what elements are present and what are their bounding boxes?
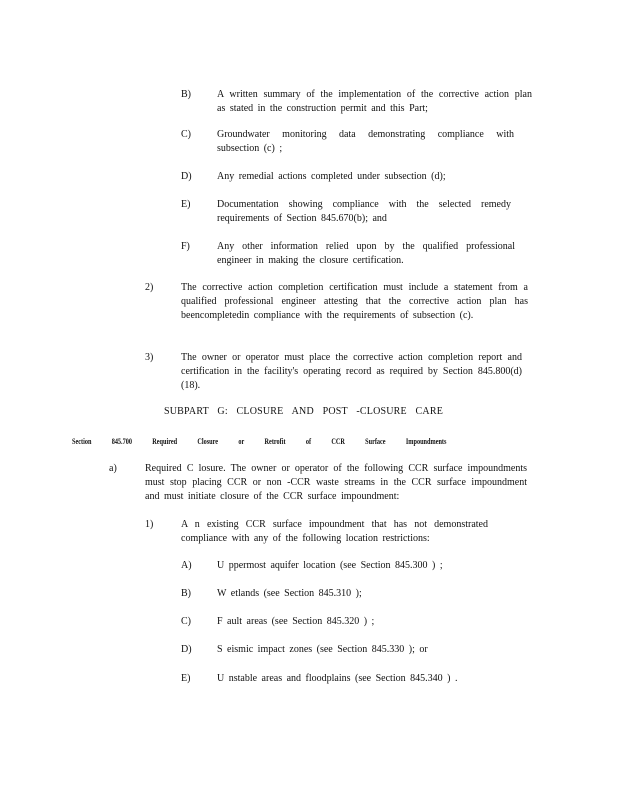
restriction-text: U ppermost aquifer location (see Section 845.300 ) ; <box>217 560 443 571</box>
item-text-c: Groundwater monitoring data demonstrating compliance with subsection (c) ; <box>217 129 514 154</box>
item-text-b: A written summary of the implementation of the corrective action plan as stated in the construction permit and this Part; <box>217 89 532 114</box>
paragraph-label-2: 2) <box>145 282 154 293</box>
section-title-word: Closure <box>197 437 219 446</box>
restriction-label: C) <box>181 616 191 627</box>
restriction-text: W etlands (see Section 845.310 ); <box>217 588 362 599</box>
item-label-f: F) <box>181 241 190 252</box>
paragraph-text-2: The corrective action completion certification must include a statement from a qualified professional engineer attesting that the corrective action plan has beencompletedin compliance with the requirements of subsection (c). <box>181 282 528 321</box>
section-number: 845.700 <box>111 437 132 446</box>
section-title-word: of <box>305 437 312 446</box>
subsection-label-1: 1) <box>145 519 154 530</box>
item-label-b: B) <box>181 89 191 100</box>
restriction-label: E) <box>181 673 191 684</box>
section-word: Section <box>72 437 92 446</box>
section-heading <box>72 436 447 448</box>
section-title-word: Impoundments <box>405 437 447 446</box>
section-title-word: or <box>238 437 245 446</box>
paragraph-text-3: The owner or operator must place the corrective action completion report and certification in the facility's operating record as required by Section 845.800(d)(18). <box>181 352 522 391</box>
paragraph-label-3: 3) <box>145 352 154 363</box>
subsection-text-a: Required C losure. The owner or operator of the following CCR surface impoundments must stop placing CCR or non -CCR waste streams in the CCR surface impoundment and must initiate closure of the CCR surface impoundment: <box>145 463 527 502</box>
restriction-text: F ault areas (see Section 845.320 ) ; <box>217 616 375 627</box>
restriction-text: S eismic impact zones (see Section 845.330 ); or <box>217 644 428 655</box>
section-title-word: Retrofit <box>264 437 286 446</box>
section-title-word: CCR <box>331 437 345 446</box>
section-title-word: Surface <box>365 437 386 446</box>
item-label-c: C) <box>181 129 191 140</box>
item-text-d: Any remedial actions completed under subsection (d); <box>217 171 446 182</box>
section-title-word: Required <box>152 437 178 446</box>
item-label-d: D) <box>181 171 192 182</box>
item-label-e: E) <box>181 199 191 210</box>
subpart-heading: SUBPART G: CLOSURE AND POST -CLOSURE CARE <box>164 406 444 417</box>
restriction-label: B) <box>181 588 191 599</box>
restriction-label: A) <box>181 560 192 571</box>
subsection-label-a: a) <box>109 463 117 474</box>
item-text-e: Documentation showing compliance with the selected remedy requirements of Section 845.670(b); and <box>217 199 511 224</box>
restriction-text: U nstable areas and floodplains (see Section 845.340 ) . <box>217 673 458 684</box>
item-text-f: Any other information relied upon by the qualified professional engineer in making the closure certification. <box>217 241 515 266</box>
subsection-text-1: A n existing CCR surface impoundment that has not demonstrated compliance with any of the following location restrictions: <box>181 519 488 544</box>
restriction-label: D) <box>181 644 192 655</box>
